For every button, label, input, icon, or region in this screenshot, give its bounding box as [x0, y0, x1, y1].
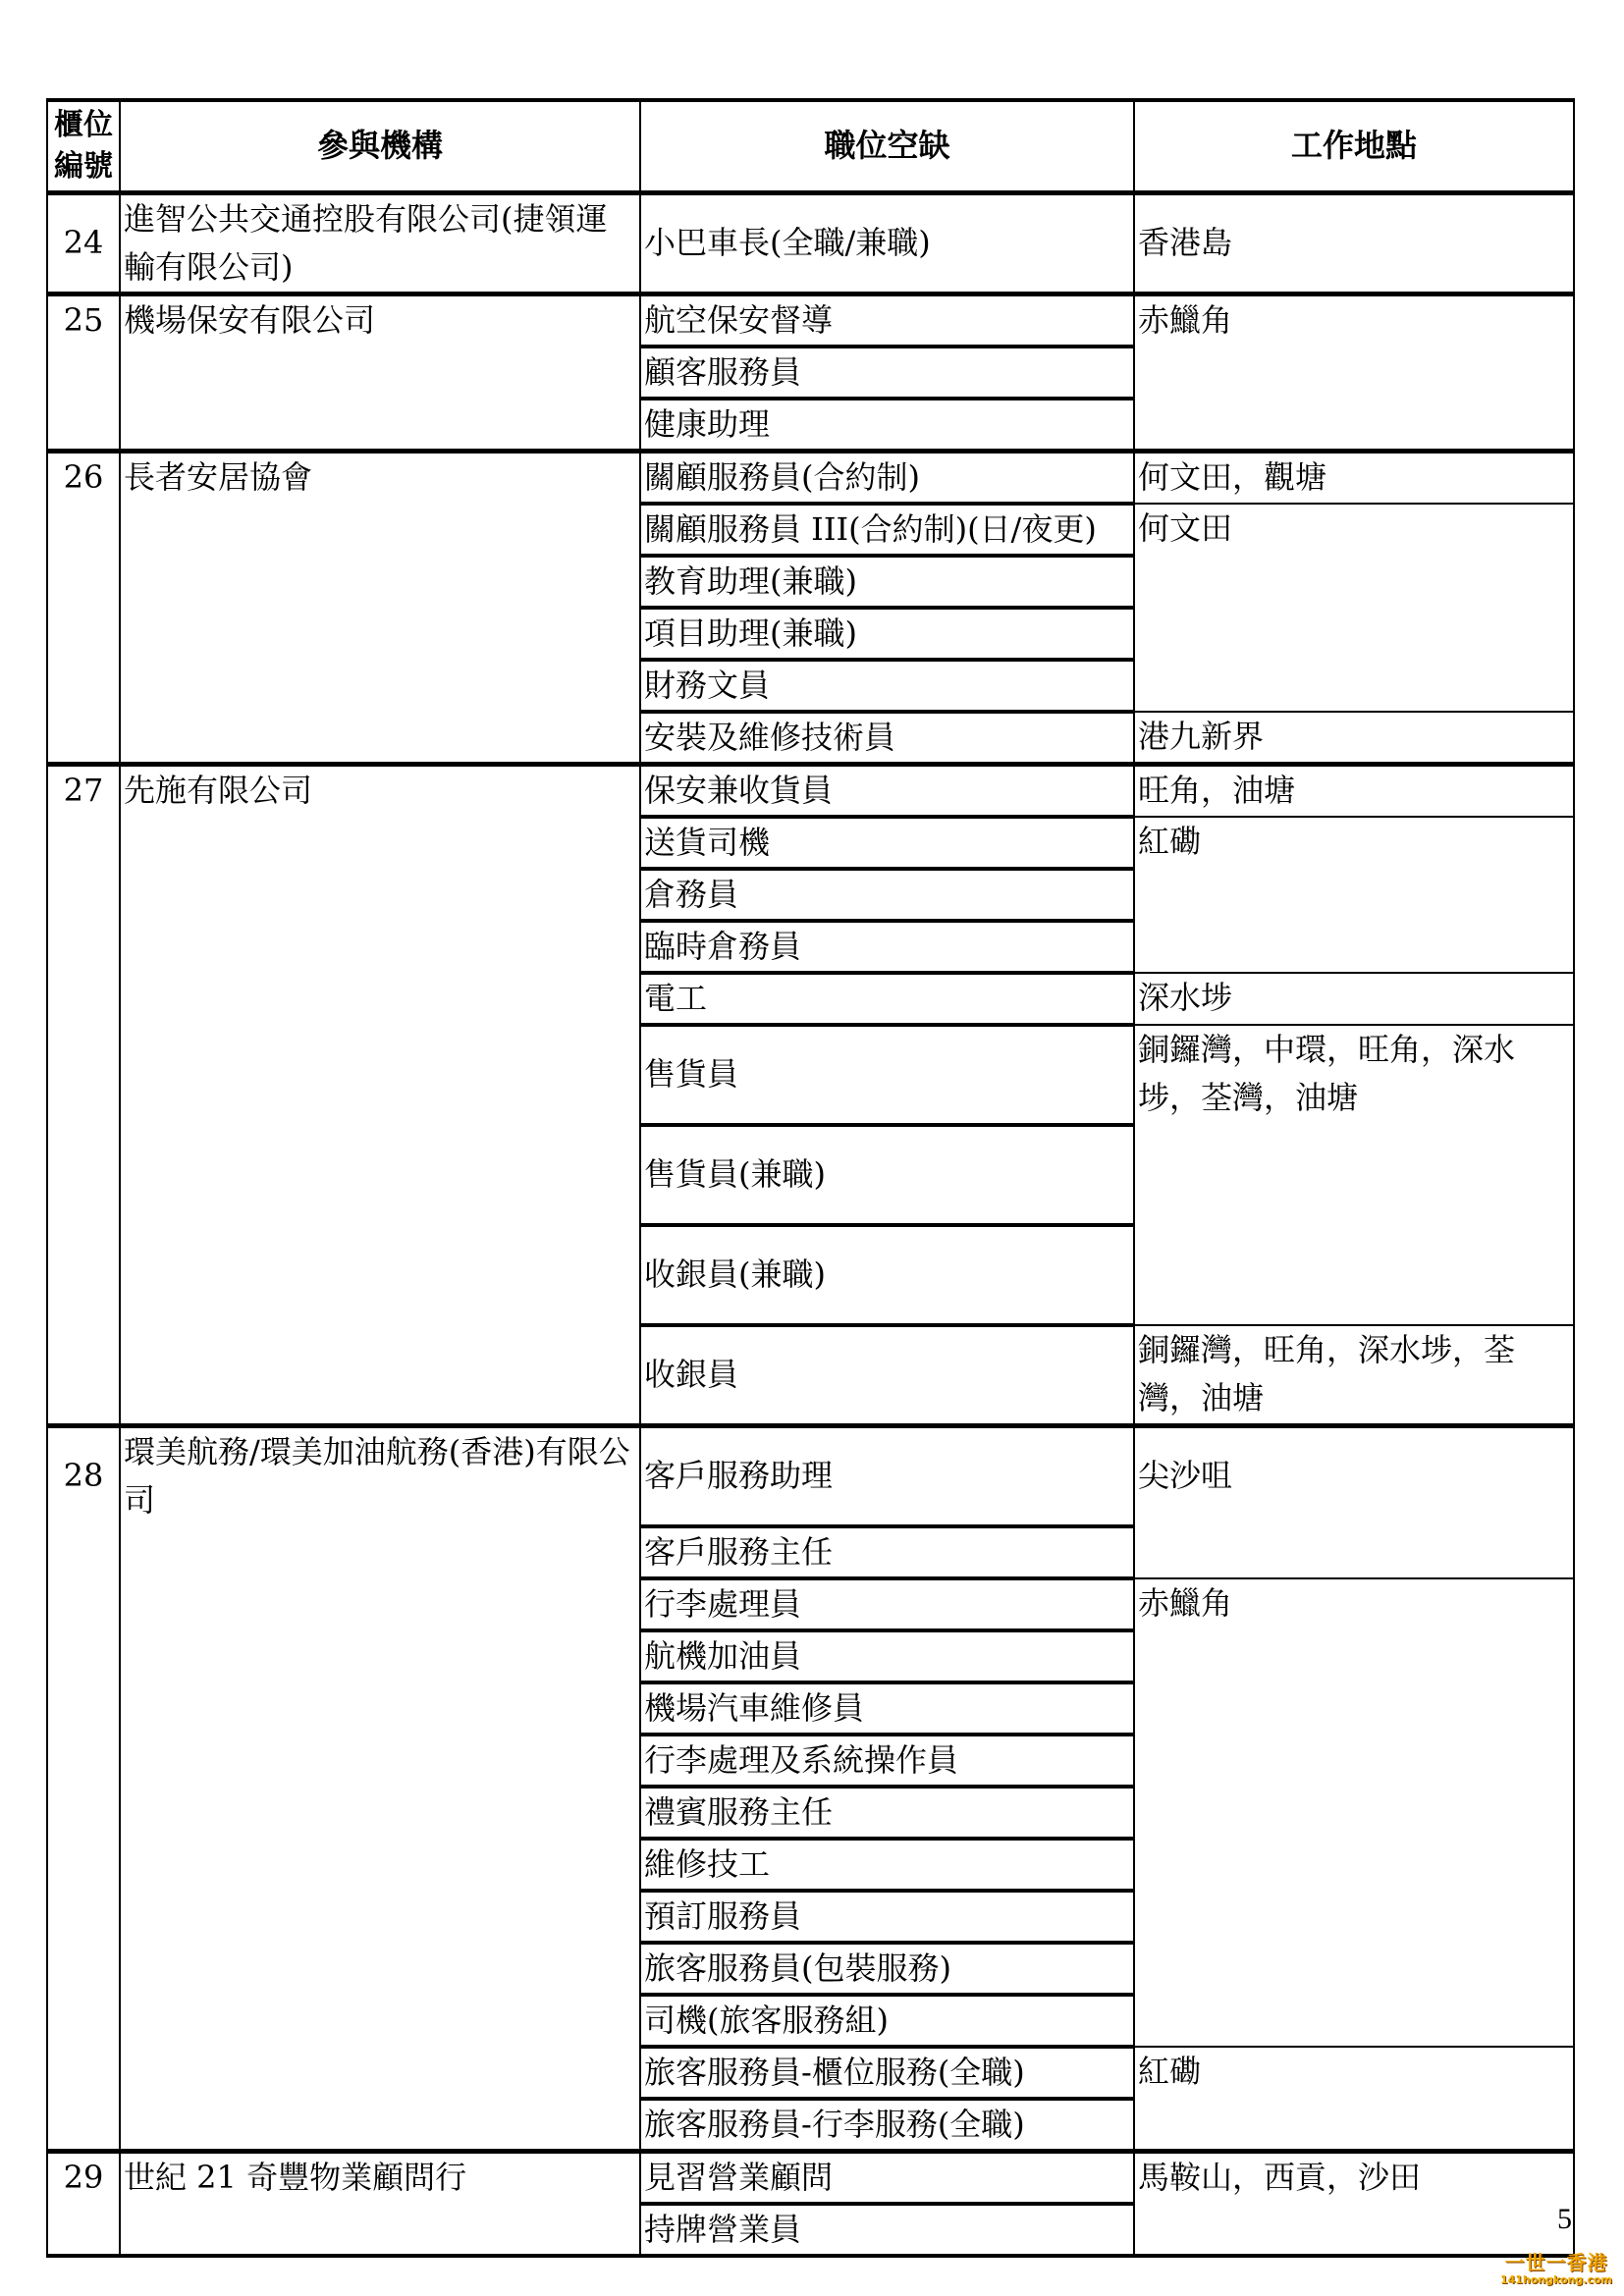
job-title: 倉務員: [640, 869, 1134, 921]
work-location: 深水埗: [1134, 973, 1574, 1025]
job-title: 持牌營業員: [640, 2204, 1134, 2256]
work-location: 銅鑼灣，旺角，深水埗，荃灣，油塘: [1134, 1325, 1574, 1426]
job-title: 送貨司機: [640, 817, 1134, 869]
watermark-logo: [1492, 2252, 1620, 2291]
watermark-title: 一世一香港: [1504, 2251, 1608, 2274]
job-vacancy-table: [46, 98, 1575, 2258]
job-title: 旅客服務員(包裝服務): [640, 1943, 1134, 1995]
table-row: [47, 764, 1574, 817]
header-organization: 參與機構: [120, 100, 640, 192]
job-title: 禮賓服務主任: [640, 1787, 1134, 1839]
booth-number: 27: [47, 764, 120, 1425]
job-title: 電工: [640, 973, 1134, 1025]
page-number: 5: [1557, 2203, 1572, 2235]
work-location: 紅磡: [1134, 817, 1574, 973]
booth-number: 28: [47, 1425, 120, 2151]
job-title: 司機(旅客服務組): [640, 1995, 1134, 2047]
header-job-vacancy: 職位空缺: [640, 100, 1134, 192]
work-location: 何文田: [1134, 504, 1574, 712]
work-location: 赤鱲角: [1134, 1578, 1574, 2047]
table-row: [47, 2151, 1574, 2204]
work-location: 港九新界: [1134, 712, 1574, 765]
work-location: 何文田，觀塘: [1134, 451, 1574, 504]
job-title: 關顧服務員(合約制): [640, 451, 1134, 504]
booth-number: 25: [47, 294, 120, 451]
job-title: 教育助理(兼職): [640, 556, 1134, 608]
organization-name: 進智公共交通控股有限公司(捷領運輸有限公司): [120, 192, 640, 294]
job-title: 客戶服務主任: [640, 1526, 1134, 1578]
table-header-row: [47, 100, 1574, 192]
job-title: 關顧服務員 III(合約制)(日/夜更): [640, 504, 1134, 556]
organization-name: 世紀 21 奇豐物業顧問行: [120, 2151, 640, 2256]
organization-name: 機場保安有限公司: [120, 294, 640, 451]
job-title: 小巴車長(全職/兼職): [640, 192, 1134, 294]
job-title: 見習營業顧問: [640, 2151, 1134, 2204]
job-title: 行李處理員: [640, 1578, 1134, 1630]
watermark-site: 141hongkong.com: [1499, 2273, 1613, 2286]
work-location: 香港島: [1134, 192, 1574, 294]
table-row: [47, 451, 1574, 504]
work-location: 紅磡: [1134, 2047, 1574, 2152]
table-row: [47, 192, 1574, 294]
organization-name: 先施有限公司: [120, 764, 640, 1425]
job-title: 航機加油員: [640, 1630, 1134, 1682]
organization-name: 長者安居協會: [120, 451, 640, 764]
booth-number: 26: [47, 451, 120, 764]
job-title: 機場汽車維修員: [640, 1682, 1134, 1735]
job-title: 項目助理(兼職): [640, 608, 1134, 660]
job-title: 臨時倉務員: [640, 921, 1134, 973]
job-title: 收銀員: [640, 1325, 1134, 1426]
work-location: 尖沙咀: [1134, 1425, 1574, 1578]
job-title: 顧客服務員: [640, 347, 1134, 399]
job-title: 航空保安督導: [640, 294, 1134, 347]
job-title: 保安兼收貨員: [640, 764, 1134, 817]
job-title: 行李處理及系統操作員: [640, 1735, 1134, 1787]
work-location: 旺角，油塘: [1134, 764, 1574, 817]
work-location: 馬鞍山，西貢，沙田: [1134, 2151, 1574, 2256]
work-location: 銅鑼灣，中環，旺角，深水埗，荃灣，油塘: [1134, 1025, 1574, 1325]
booth-number: 29: [47, 2151, 120, 2256]
booth-number: 24: [47, 192, 120, 294]
table-row: [47, 294, 1574, 347]
organization-name: 環美航務/環美加油航務(香港)有限公司: [120, 1425, 640, 2151]
job-title: 售貨員(兼職): [640, 1125, 1134, 1225]
job-title: 維修技工: [640, 1839, 1134, 1891]
job-title: 售貨員: [640, 1025, 1134, 1125]
job-title: 客戶服務助理: [640, 1425, 1134, 1526]
job-title: 安裝及維修技術員: [640, 712, 1134, 765]
header-booth-number: 櫃位 編號: [47, 100, 120, 192]
header-work-location: 工作地點: [1134, 100, 1574, 192]
table-row: [47, 1425, 1574, 1526]
job-title: 財務文員: [640, 660, 1134, 712]
job-title: 收銀員(兼職): [640, 1225, 1134, 1325]
job-title: 旅客服務員-櫃位服務(全職): [640, 2047, 1134, 2099]
job-title: 預訂服務員: [640, 1891, 1134, 1943]
work-location: 赤鱲角: [1134, 294, 1574, 451]
job-title: 旅客服務員-行李服務(全職): [640, 2099, 1134, 2152]
job-title: 健康助理: [640, 399, 1134, 452]
